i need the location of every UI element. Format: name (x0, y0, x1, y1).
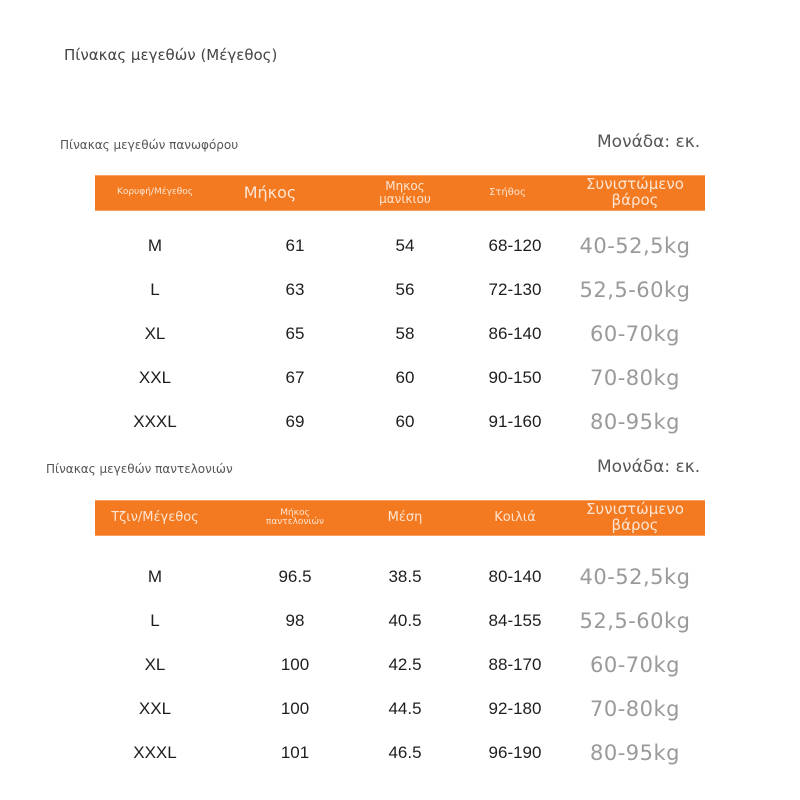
measure-cell: 86-140 (488, 324, 542, 343)
measure-cell: 68-120 (488, 236, 542, 255)
measure-cell: 96.5 (278, 567, 312, 586)
measure-cell: 40.5 (388, 611, 422, 630)
weight-cell: 40-52,5kg (579, 565, 691, 589)
table-row (95, 356, 705, 400)
weight-cell: 60-70kg (589, 322, 680, 346)
measure-cell: 56 (395, 280, 415, 299)
measure-cell: 58 (395, 324, 415, 343)
header-cell: Κορυφή/Μέγεθος (116, 187, 194, 198)
header-cell: Συνιστώμενο βάρος (586, 175, 684, 209)
pants-table-title: Πίνακας μεγεθών παντελονιών (46, 462, 233, 476)
measure-cell: 91-160 (488, 412, 542, 431)
measure-cell: 67 (285, 368, 305, 387)
header-cell: Μέση (387, 510, 423, 526)
pants-unit-label: Μονάδα: εκ. (597, 457, 701, 477)
measure-cell: 84-155 (488, 611, 542, 630)
measure-cell: 100 (280, 655, 310, 674)
size-cell: L (150, 280, 160, 299)
header-cell: Στήθος (489, 186, 526, 198)
header-cell: Μήκος (243, 182, 297, 202)
table-row (95, 687, 705, 731)
weight-cell: 80-95kg (589, 741, 680, 765)
header-cell: Τζιν/Μέγεθος (111, 510, 199, 526)
measure-cell: 101 (280, 743, 310, 762)
size-cell: XXXL (133, 743, 177, 762)
measure-cell: 69 (285, 412, 305, 431)
measure-cell: 46.5 (388, 743, 422, 762)
measure-cell: 54 (395, 236, 415, 255)
header-cell: Μήκος παντελονιών (265, 507, 325, 527)
measure-cell: 38.5 (388, 567, 422, 586)
table-header (95, 176, 705, 210)
size-cell: XXL (138, 368, 172, 387)
table-row (95, 312, 705, 356)
table-row (95, 268, 705, 312)
weight-cell: 80-95kg (589, 410, 680, 434)
measure-cell: 60 (395, 412, 415, 431)
weight-cell: 70-80kg (589, 697, 680, 721)
measure-cell: 92-180 (488, 699, 542, 718)
header-cell: Μηκος μανίκιου (379, 179, 431, 206)
measure-cell: 44.5 (388, 699, 422, 718)
table-row (95, 224, 705, 268)
size-cell: XXXL (133, 412, 177, 431)
weight-cell: 60-70kg (589, 653, 680, 677)
measure-cell: 72-130 (488, 280, 542, 299)
size-cell: XL (144, 655, 166, 674)
weight-cell: 40-52,5kg (579, 234, 691, 258)
measure-cell: 65 (285, 324, 305, 343)
measure-cell: 98 (285, 611, 305, 630)
measure-cell: 60 (395, 368, 415, 387)
header-cell: Κοιλιά (494, 510, 536, 526)
weight-cell: 52,5-60kg (579, 278, 691, 302)
pants-size-table (95, 501, 705, 775)
jacket-size-table (95, 176, 705, 444)
size-cell: M (147, 236, 163, 255)
measure-cell: 90-150 (488, 368, 542, 387)
measure-cell: 42.5 (388, 655, 422, 674)
header-cell: Συνιστώμενο βάρος (586, 500, 684, 534)
measure-cell: 88-170 (488, 655, 542, 674)
weight-cell: 70-80kg (589, 366, 680, 390)
table-row (95, 643, 705, 687)
table-header (95, 501, 705, 535)
size-cell: XXL (138, 699, 172, 718)
measure-cell: 80-140 (488, 567, 542, 586)
measure-cell: 96-190 (488, 743, 542, 762)
jacket-table-title: Πίνακας μεγεθών πανωφόρου (60, 138, 239, 152)
jacket-unit-label: Μονάδα: εκ. (597, 132, 701, 152)
measure-cell: 100 (280, 699, 310, 718)
table-row (95, 400, 705, 444)
measure-cell: 63 (285, 280, 305, 299)
table-row (95, 731, 705, 775)
table-row (95, 555, 705, 599)
size-cell: XL (144, 324, 166, 343)
measure-cell: 61 (285, 236, 305, 255)
size-cell: L (150, 611, 160, 630)
size-cell: M (147, 567, 163, 586)
weight-cell: 52,5-60kg (579, 609, 691, 633)
page-title: Πίνακας μεγεθών (Μέγεθος) (64, 46, 278, 64)
table-row (95, 599, 705, 643)
